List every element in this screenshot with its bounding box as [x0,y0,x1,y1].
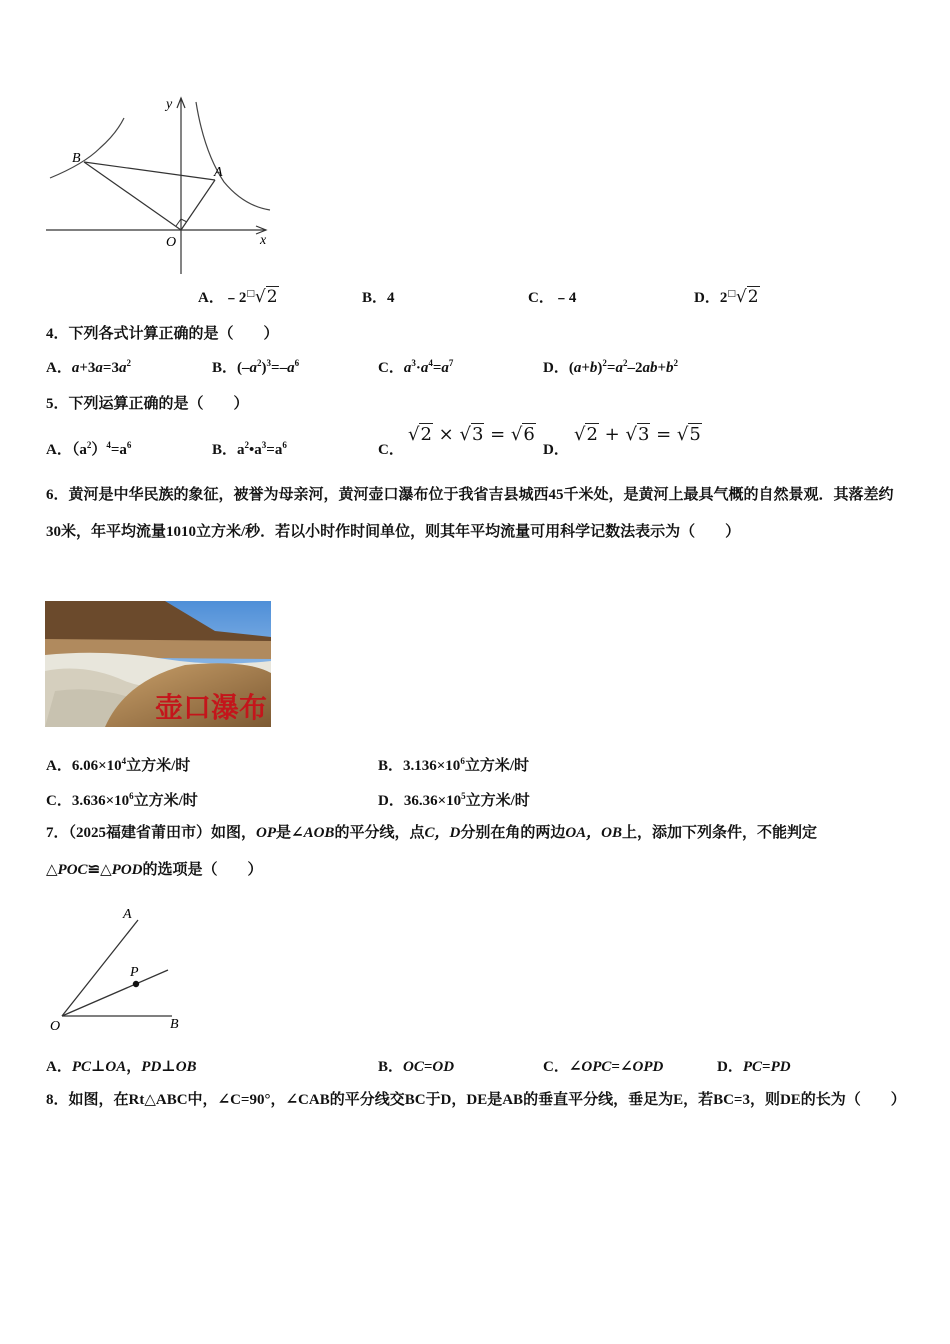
q7-option-c[interactable]: C．∠OPC=∠OPD [543,1059,664,1075]
q7-option-d[interactable]: D．PC=PD [717,1059,791,1075]
q6-option-c[interactable]: C．$3.636\times 10^6$立方米/时 [46,791,198,809]
label-B: B [170,1017,179,1032]
segment-BA [84,162,215,180]
label-P: P [130,965,139,980]
cube-root: □√2 [246,287,278,307]
point-P [133,981,139,987]
q6-option-a[interactable]: A．$6.06\times 10^4$立方米/时 [46,756,191,774]
q5-option-a[interactable]: A．$(a^2)^4=a^6$ [46,440,132,458]
label-A: A [214,165,223,180]
q7-option-b[interactable]: B．OC=OD [378,1059,455,1075]
hukou-waterfall-photo [45,601,271,727]
q3-option-d[interactable]: D．2□√2 [694,287,759,307]
q3-option-b[interactable]: B．4 [362,290,395,306]
q5-option-c[interactable]: C． [378,442,404,458]
q3-graph-figure [44,92,276,277]
q5-option-d[interactable]: D． [543,442,569,458]
q6-option-d[interactable]: D．$36.36\times 10^5$立方米/时 [378,791,530,809]
q5-option-b[interactable]: B．$a^2•a^3=a^6$ [212,440,287,458]
segment-BO [84,162,181,230]
q4-option-c[interactable]: C．$a^3\cdot a^4=a^7$ [378,358,454,376]
q7-option-a[interactable]: A．PC⊥OA，PD⊥OB [46,1059,197,1075]
curve-left-branch [50,118,124,178]
label-A: A [123,907,132,922]
q4-option-a[interactable]: A．$a+3a=3a^2$ [46,358,131,376]
segment-OA [181,180,215,230]
curve-right-branch [196,102,270,210]
label-B: B [72,151,81,166]
q4-stem: 4．下列各式计算正确的是（ ） [46,326,279,342]
q5-option-c-formula: √2 × √3 = √6 [408,424,535,445]
q6-stem: 6．黄河是中华民族的象征，被誉为母亲河，黄河壶口瀑布位于我省吉县城西45千米处，是黄河上最具气概的自然景观．其落差约30米，年平均流量1010立方米/秒．若以小时作时间单位，则其年平均流量可用科学记数法表示为（ ） [46,487,894,540]
q8-stem: 8．如图，在Rt△ABC中，∠C=90°，∠CAB的平分线交BC于D，DE是AB的垂直平分线，垂足为E，若BC=3，则DE的长为（ ） [46,1092,906,1108]
q4-option-d[interactable]: D．$(a+b)^2=a^2-2ab+b^2$ [543,358,679,376]
ray-OA [62,920,138,1016]
label-y: y [166,97,173,112]
q6-option-b[interactable]: B．$3.136\times 10^6$立方米/时 [378,756,529,774]
q7-stem: 7．（2025福建省莆田市）如图，OP是∠AOB的平分线，点C，D分别在角的两边OA，OB上，添加下列条件，不能判定△POC≌△POD的选项是（ ） [46,825,818,878]
label-x: x [260,233,267,248]
q3-option-a[interactable]: A．﹣2□√2 [198,287,278,307]
label-O: O [166,235,177,250]
q3-option-c[interactable]: C．﹣4 [528,290,577,306]
q7-angle-figure [46,900,196,1040]
q5-option-d-formula: √2 + √3 = √5 [574,424,701,445]
q4-option-b[interactable]: B．$(-a^2)^3=-a^6$ [212,358,300,376]
ray-OP [62,970,168,1016]
photo-caption: 壶口瀑布 [155,691,268,724]
label-O: O [50,1019,61,1034]
cube-root: □√2 [727,287,759,307]
q5-stem: 5．下列运算正确的是（ ） [46,396,249,412]
